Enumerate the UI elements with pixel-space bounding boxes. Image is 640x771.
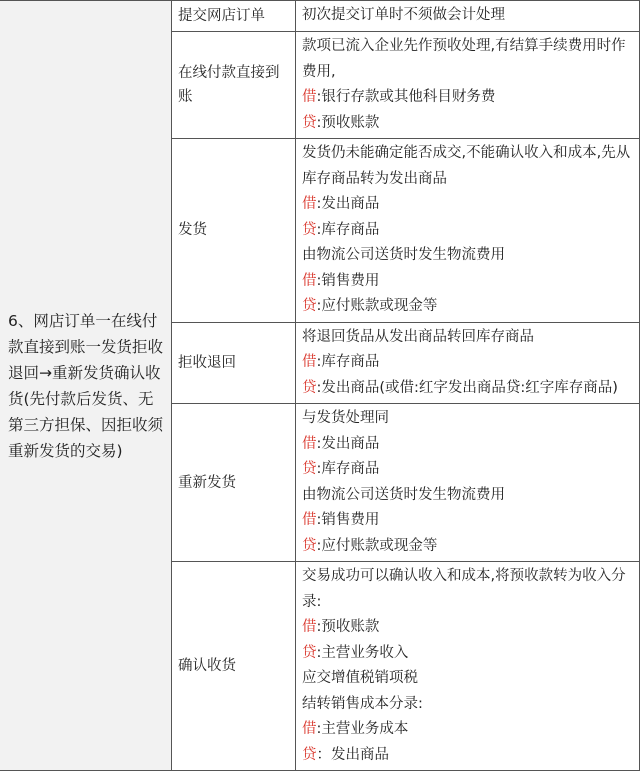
step-cell: 发货 <box>172 139 296 323</box>
entry-text: 将退回货品从发出商品转回库存商品 <box>302 328 534 345</box>
entry-line <box>302 692 633 718</box>
entry-text: 结转销售成本分录: <box>302 695 423 712</box>
entry-line <box>302 508 633 534</box>
entry-text: 交易成功可以确认收入和成本,将预收款转为收入分录: <box>302 568 626 610</box>
entry-line <box>302 192 633 218</box>
debit-label: 借 <box>302 721 317 737</box>
entry-text: 款项已流入企业先作预收处理,有结算手续费用时作费用, <box>302 38 626 80</box>
entry-text: 由物流公司送货时发生物流费用 <box>302 247 505 263</box>
entry-text: :发出商品(或借:红字发出商品贷:红字库存商品) <box>316 379 618 396</box>
entry-line <box>302 564 633 615</box>
entry-text: :发出商品 <box>316 196 380 212</box>
entry-text: :银行存款或其他科目财务费 <box>316 89 496 105</box>
entry-line <box>302 269 633 295</box>
entry-line <box>302 218 633 244</box>
step-cell: 拒收退回 <box>172 322 296 404</box>
credit-label: 贷 <box>302 746 317 763</box>
entry-line <box>302 111 633 137</box>
treatment-cell <box>296 404 640 562</box>
entry-text: :应付账款或现金等 <box>316 298 438 314</box>
step-cell: 确认收货 <box>172 562 296 771</box>
entry-line <box>302 294 633 320</box>
entry-line <box>302 641 633 667</box>
transaction-title-cell: 6、网店订单一在线付款直接到账一发货拒收退回→重新发货确认收货(先付款后发货、无第三方担保、因拒收须重新发货的交易) <box>0 1 172 771</box>
entry-text: :主营业务成本 <box>316 721 409 737</box>
entry-line <box>302 3 633 29</box>
entry-line <box>302 483 633 509</box>
entry-line <box>302 743 633 769</box>
entry-text: :发出商品 <box>316 435 380 452</box>
entry-text: 应交增值税销项税 <box>302 670 418 686</box>
treatment-cell <box>296 1 640 32</box>
entry-line <box>302 717 633 743</box>
entry-text: :库存商品 <box>316 221 380 238</box>
entry-text: 发货仍未能确定能否成交,不能确认收入和成本,先从库存商品转为发出商品 <box>302 145 631 187</box>
entry-text: :应付账款或现金等 <box>316 537 438 554</box>
entry-text: :预收账款 <box>316 114 380 131</box>
entry-text: 初次提交订单时不须做会计处理 <box>302 7 505 24</box>
entry-line <box>302 615 633 641</box>
credit-label: 贷 <box>302 644 317 661</box>
debit-label: 借 <box>302 272 317 289</box>
entry-line <box>302 34 633 85</box>
credit-label: 贷 <box>302 537 317 554</box>
entry-line <box>302 534 633 560</box>
entry-text: :销售费用 <box>316 272 380 289</box>
treatment-cell <box>296 32 640 139</box>
entry-line <box>302 376 633 402</box>
entry-line <box>302 432 633 458</box>
entry-line <box>302 666 633 692</box>
entry-line <box>302 406 633 432</box>
entry-text: :主营业务收入 <box>316 644 409 661</box>
entry-text: :预收账款 <box>316 619 380 635</box>
debit-label: 借 <box>302 354 317 370</box>
debit-label: 借 <box>302 435 317 452</box>
credit-label: 贷 <box>302 298 317 314</box>
entry-line <box>302 243 633 269</box>
entry-text: 与发货处理同 <box>302 410 389 426</box>
entry-line <box>302 457 633 483</box>
step-cell: 重新发货 <box>172 404 296 562</box>
treatment-cell <box>296 139 640 323</box>
debit-label: 借 <box>302 512 317 528</box>
entry-text: :销售费用 <box>316 512 380 528</box>
treatment-cell <box>296 562 640 771</box>
entry-line <box>302 325 633 351</box>
entry-text: :库存商品 <box>316 461 380 477</box>
entry-text: :库存商品 <box>316 354 380 370</box>
credit-label: 贷 <box>302 221 317 238</box>
debit-label: 借 <box>302 619 317 635</box>
treatment-cell <box>296 322 640 404</box>
entry-line <box>302 350 633 376</box>
entry-text: ：发出商品 <box>316 746 389 763</box>
table-row <box>0 1 640 32</box>
credit-label: 贷 <box>302 461 317 477</box>
credit-label: 贷 <box>302 114 317 131</box>
debit-label: 借 <box>302 196 317 212</box>
debit-label: 借 <box>302 89 317 105</box>
entry-line <box>302 141 633 192</box>
step-cell: 在线付款直接到账 <box>172 32 296 139</box>
step-cell: 提交网店订单 <box>172 1 296 32</box>
entry-line <box>302 85 633 111</box>
entry-text: 由物流公司送货时发生物流费用 <box>302 486 505 503</box>
credit-label: 贷 <box>302 379 317 396</box>
